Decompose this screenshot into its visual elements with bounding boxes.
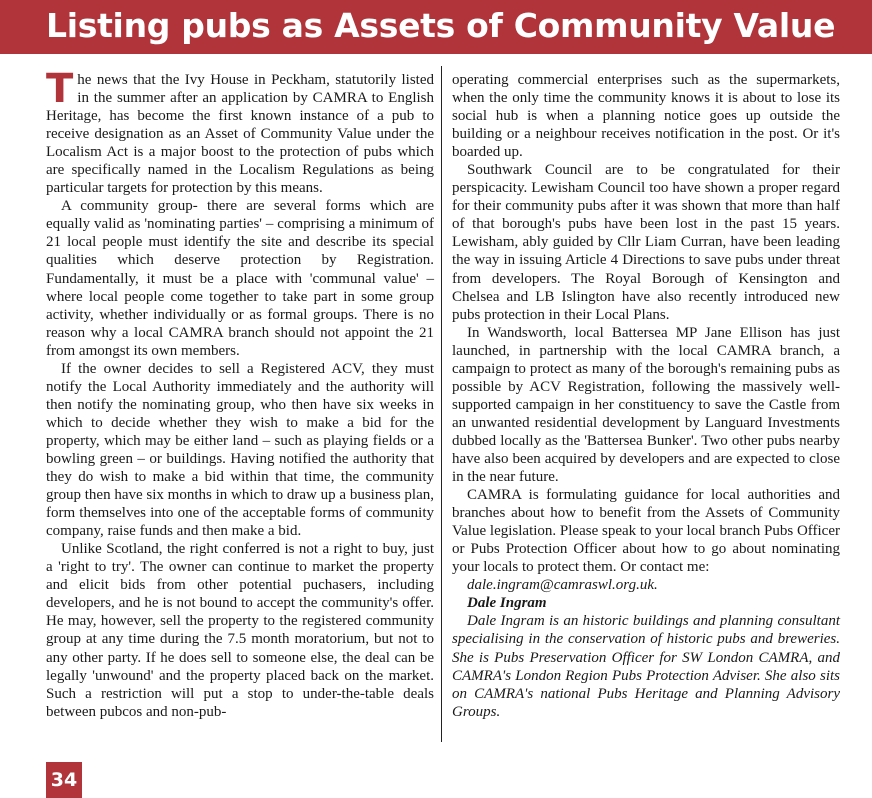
article-paragraph: A community group- there are several forms which are equally valid as 'nominating parties' – comprising a minimum of 21 local people must identify the site and describe its special qualities which deserve protection by Registration. Fundamentally, it must be a place with 'communal value' – where local people come together to take part in some group activity, whether individually or as formal groups. There is no reason why a local CAMRA branch should not appoint the 21 from amongst its own members. [46,198,434,359]
page-number: 34 [46,762,82,798]
column-divider [441,66,442,742]
article-paragraph: operating commercial enterprises such as the supermarkets, when the only time the community knows it is about to lose its social hub is when a planning notice goes up outside the building or a neighbour receives notification in the post. Or it's boarded up. [452,72,840,161]
author-bio: Dale Ingram is an historic buildings and planning consultant specialising in the conservation of historic pubs and breweries. She is Pubs Preservation Officer for SW London CAMRA, and CAMRA's London Region Pubs Protection Adviser. She also sits on CAMRA's national Pubs Heritage and Planning Advisory Groups. [452,613,840,720]
author-name: Dale Ingram [467,595,547,612]
contact-email: dale.ingram@camraswl.org.uk. [467,577,658,594]
article-paragraph: Unlike Scotland, the right conferred is not a right to buy, just a 'right to try'. The owner can continue to market the property and elicit bids from other potential puchasers, including developers, and he is not bound to accept the community's offer. He may, however, sell the property to the registered community group at any time during the 7.5 month moratorium, but not to any other party. If he does sell to someone else, the deal can be legally 'unwound' and the property placed back on the market. Such a restriction will put a stop to under-the-table deals between pubcos and non-pub- [46,541,434,720]
article-paragraph: If the owner decides to sell a Registered ACV, they must notify the Local Authority immediately and the authority will then notify the nominating group, who then have six weeks in which to decide whether they wish to make a bid for the property, which may be either land – such as playing fields or a bowling green – or buildings. Having notified the authority that they do wish to make a bid within that time, the community group then have six months in which to draw up a business plan, form themselves into one of the acceptable forms of community company, raise funds and then make a bid. [46,360,434,540]
article-paragraph [46,66,434,197]
paragraph-text: he news that the Ivy House in Peckham, statutorily listed in the summer after an application by CAMRA to English Heritage, has become the first known instance of a pub to receive designation as an Asset of Community Value under the Localism Act is a major boost to the protection of pubs which are specifically named in the Localism Regulations as being particular targets for protection by this means. [46,72,434,197]
page-title: Listing pubs as Assets of Community Value [46,6,836,45]
article-paragraph: CAMRA is formulating guidance for local authorities and branches about how to benefit from the Assets of Community Value legislation. Please speak to your local branch Pubs Officer or Pubs Protection Officer about how to go about nominating your locals to protect them. Or contact me: [452,487,840,576]
article-paragraph: In Wandsworth, local Battersea MP Jane Ellison has just launched, in partnership with the local CAMRA branch, a campaign to protect as many of the borough's remaining pubs as possible by ACV Registration, following the massively well-supported campaign in her constituency to save the Castle from an unwanted residential development by Languard Investments dubbed locally as the 'Battersea Bunker'. Two other pubs nearby have also been acquired by developers and are expected to close in the near future. [452,324,840,486]
article-paragraph: Southwark Council are to be congratulated for their perspicacity. Lewisham Council too have shown a proper regard for their community pubs after it was shown that more than half of that borough's pubs have been lost in the past 15 years. Lewisham, ably guided by Cllr Liam Curran, have been leading the way in issuing Article 4 Directions to save pubs under threat from developers. The Royal Borough of Kensington and Chelsea and LB Islington have also recently introduced new pubs protection in their Local Plans. [452,162,840,323]
drop-cap: T [46,66,74,112]
article-column-left [46,66,434,721]
title-banner [0,0,872,54]
article-column-right [452,71,840,721]
